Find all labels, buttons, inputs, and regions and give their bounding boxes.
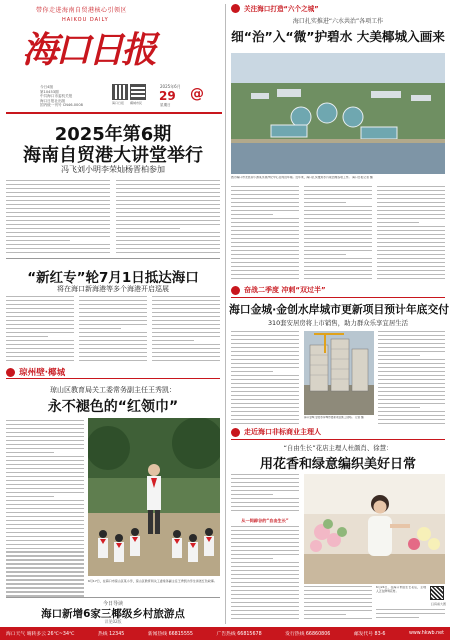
bottom-left-rule [6,597,220,598]
date-day: 29 [159,89,176,103]
bottom-left-pageref[interactable]: 详见02版 [104,619,122,624]
bottom-left-headline: 海口新增6家三椰级乡村旅游点 [41,608,185,620]
right-bottom-label: 走近海口非标商业主理人 [244,428,321,436]
right-mid-photo[interactable] [304,331,374,415]
right-bottom-body-col1b [231,526,299,624]
water-treatment-aerial-photo [231,53,445,174]
footer-website-link[interactable]: www.hkwb.net [408,631,444,636]
right-top-caption: 图为海口市龙昆沟下游某水质净化中心及周边环境。近年来，海口扎实推进水污染治理各项工作。 海口日报记者 摄 [231,176,373,179]
right-bottom-header [231,427,445,437]
bottom-left-kicker: 今日导读 [102,601,123,607]
date-year-month: 2025年6月 [160,84,181,89]
right-mid-headline: 海口金城·金创水岸城市更新项目预计年底交付 [229,303,450,316]
right-bottom-caption: 6月24日，在海口市由生长花店，主理人正在修剪花材。 [376,586,426,593]
qr1-caption: 海口日报 [112,101,125,105]
right-top-label: 关注海口打造“六个之城” [244,5,319,13]
right-mid-photo-caption: 海口金城·金创水岸城市更新项目施工现场。 记者 摄 [304,416,364,419]
section-left-caption: 6月17日，在海口市琼山区某小学，琼山区教育局关工委常务副主任王秀凯为学生讲述红色故事。 [88,579,217,583]
right-bottom-rule [231,439,445,440]
weekday: 星期日 [160,103,171,107]
issue-number: 第10453期 [40,89,59,94]
masthead-rule [6,112,222,114]
right-bottom-body-col3 [376,609,445,625]
right-bottom-headline: 用花香和绿意编织美好日常 [259,457,416,472]
publisher: 中共海口市委机关报 [40,94,73,99]
footer-weather: 海口天气 晴转多云 26℃~34℃ [6,632,75,637]
lead-body-col2 [116,180,220,255]
news2-subhead: 将在海口新海港等多个海港开启巡展 [57,285,169,293]
lead-headline-1: 2025年第6期 [54,124,172,145]
section-left-kicker: 琼山区教育局关工委常务副主任王秀凯： [50,386,176,394]
top-slogan: 带你走进海南自贸港核心引领区 [36,7,128,14]
footer-postal-code: 邮发代号 83-6 [353,632,386,637]
section-left-header [6,366,220,378]
lead-body-col1 [6,180,110,255]
qr-code-2[interactable] [130,84,146,100]
right-bottom-body-col2 [304,586,372,624]
flower-shop-photo [304,474,445,584]
footer-hotline[interactable]: 热线 12345 [97,632,125,637]
right-mid-body-col1 [231,331,299,425]
section-marker-icon [231,4,240,13]
news2-body-col1 [6,296,74,364]
footer-bar [0,627,450,640]
news2-body-col2 [79,296,147,364]
news2-body-col3 [152,296,220,364]
qr2-caption: 椰城市民 [130,101,143,105]
column-divider [225,4,226,624]
right-top-photo[interactable] [231,53,445,174]
right-top-body-col1 [231,186,299,282]
section-rule [6,378,220,379]
news2-headline: “新红专”轮7月1日抵达海口 [27,270,199,286]
right-top-kicker: 海口扎实推进“六水共治”各项工作 [292,18,384,25]
footer-ad-hotline[interactable]: 广告热线 66815678 [216,632,262,637]
right-top-body-col3 [377,186,445,282]
right-bottom-photo[interactable] [304,474,445,584]
right-mid-label: 奋战二季度 冲刺“双过半” [244,286,326,294]
section-left-headline: 永不褪色的“红领巾” [47,399,179,415]
logo-pinyin: HAIKOU DAILY [62,17,109,23]
right-top-header [231,3,445,13]
teacher-students-photo [88,418,220,576]
right-bottom-kicker: “自由生长”花店主理人杜颜肖、徐慧： [283,444,393,452]
section-left-photo[interactable] [88,418,220,576]
at-icon: @ [190,86,204,102]
section-left-body [6,420,84,600]
right-bottom-section-sub: 从一间辟谷的“自由生长” [241,518,289,523]
lead-headline-2: 海南自贸港大讲堂举行 [23,145,203,166]
footer-delivery-hotline[interactable]: 发行热线 66860806 [285,632,331,637]
issue-pages: 今日4版 [40,85,54,89]
logo: 海口日报 [22,29,155,71]
right-mid-rule [231,297,445,298]
right-mid-body-col3 [378,331,445,425]
section-left-label: 琼州壁·椰城 [19,368,66,378]
right-mid-subhead: 310套安居房将上市销售，助力群众乐享宜居生活 [267,319,408,327]
section-marker-icon [6,368,15,377]
lead-subhead: 冯飞刘小明李荣灿杨晋柏参加 [61,165,165,174]
right-bottom-body-col1 [231,474,299,516]
issn: 国内统一刊号 CN46-0008 [40,103,83,108]
section-marker-icon [231,428,240,437]
right-top-body-col2 [304,186,372,282]
right-top-headline: 细“治”入“微”护碧水 大美椰城入画来 [231,29,445,44]
publisher-house: 海口日报社出版 [40,98,66,103]
footer-news-hotline[interactable]: 新闻热线 66815555 [147,632,193,637]
issue-info [40,85,112,108]
right-bottom-qr-code[interactable] [430,586,444,600]
masthead [0,0,225,110]
right-mid-header [231,285,445,295]
qr-code-1[interactable] [112,84,128,100]
right-bottom-qr-caption: 扫码看大图 [430,602,446,606]
section-marker-icon [231,286,240,295]
construction-site-photo [304,331,374,415]
divider [6,258,220,259]
